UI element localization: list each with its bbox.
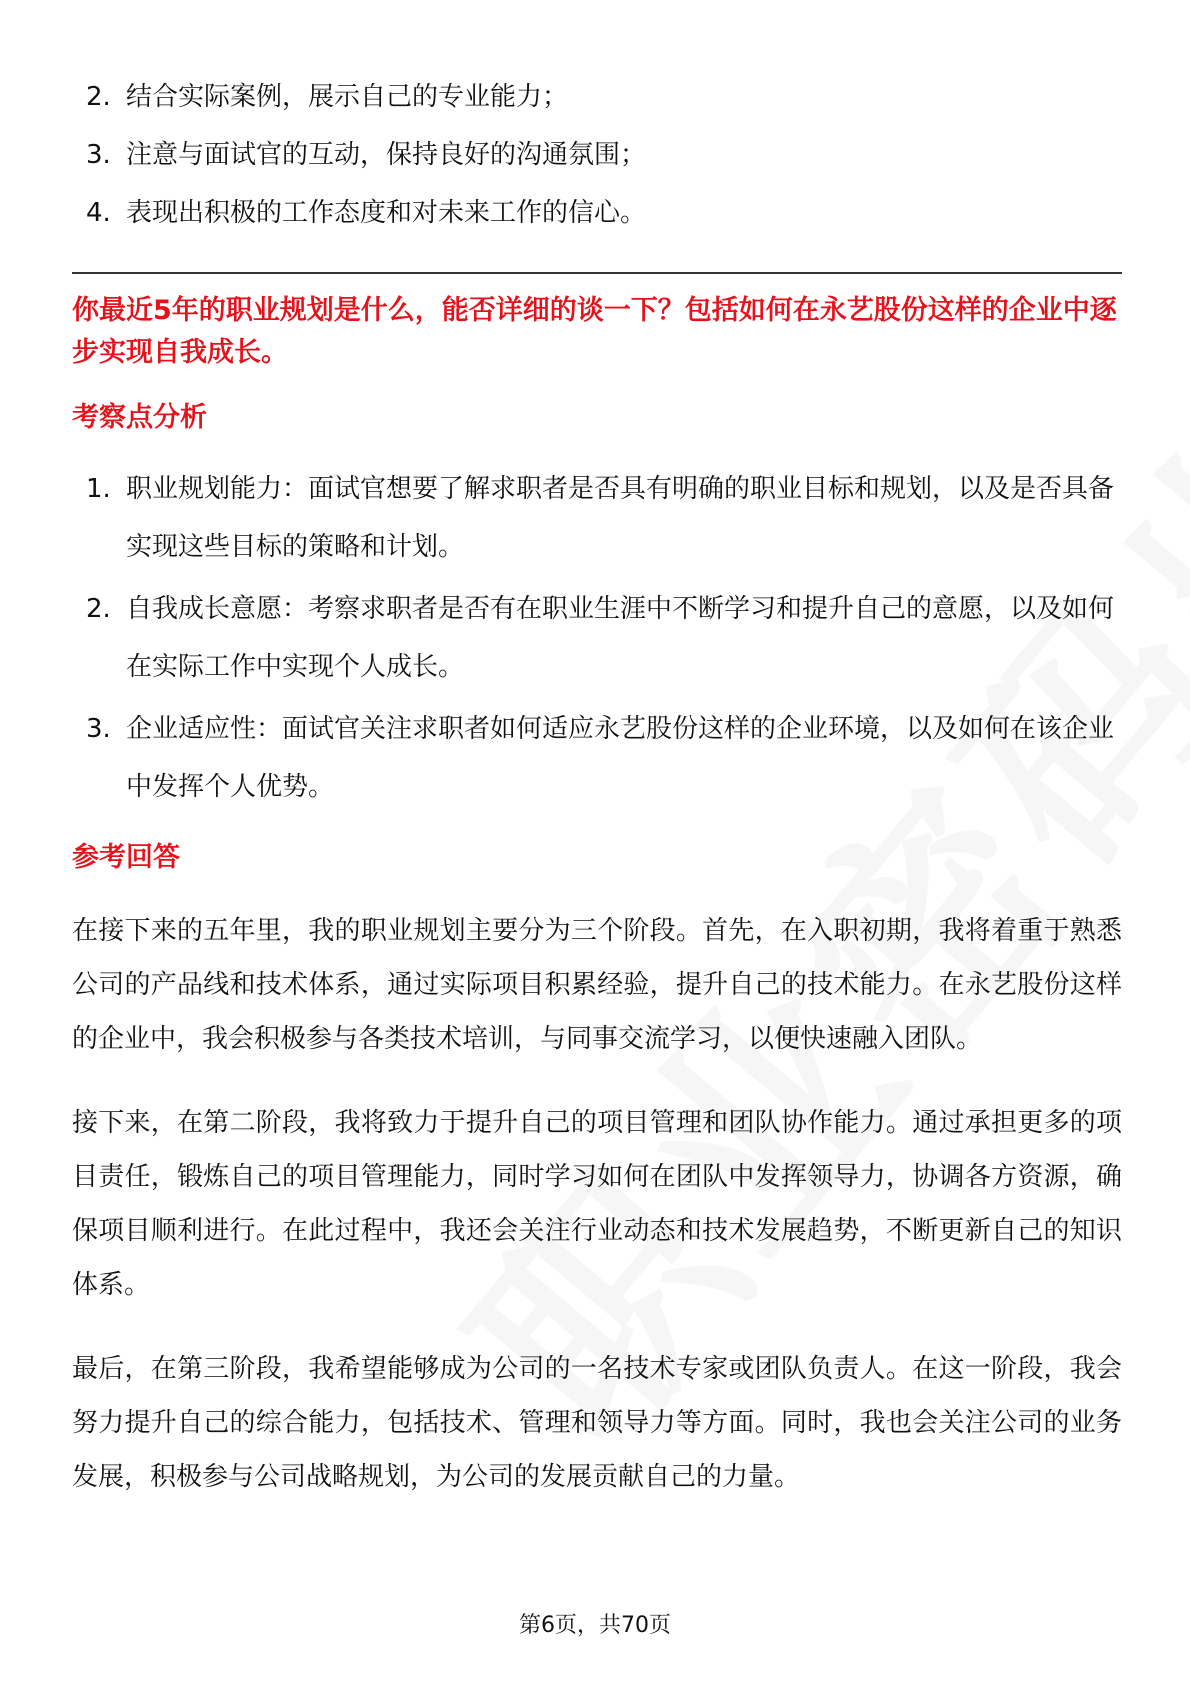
list-item (72, 126, 1122, 184)
section-divider (72, 272, 1122, 274)
list-text: 表现出积极的工作态度和对未来工作的信心。 (126, 198, 647, 228)
list-text: 职业规划能力：面试官想要了解求职者是否具有明确的职业目标和规划，以及是否具备实现这些目标的策略和计划。 (126, 474, 1115, 562)
list-number: 2. (86, 594, 111, 624)
list-number: 2. (86, 82, 111, 112)
list-text: 企业适应性：面试官关注求职者如何适应永艺股份这样的企业环境，以及如何在该企业中发挥个人优势。 (126, 714, 1115, 802)
list-number: 4. (86, 198, 111, 228)
answer-paragraph: 最后，在第三阶段，我希望能够成为公司的一名技术专家或团队负责人。在这一阶段，我会努力提升自己的综合能力，包括技术、管理和领导力等方面。同时，我也会关注公司的业务发展，积极参与公司战略规划，为公司的发展贡献自己的力量。 (72, 1354, 1122, 1492)
list-text: 自我成长意愿：考察求职者是否有在职业生涯中不断学习和提升自己的意愿，以及如何在实际工作中实现个人成长。 (126, 594, 1115, 682)
answer-paragraph: 在接下来的五年里，我的职业规划主要分为三个阶段。首先，在入职初期，我将着重于熟悉公司的产品线和技术体系，通过实际项目积累经验，提升自己的技术能力。在永艺股份这样的企业中，我会积极参与各类技术培训，与同事交流学习，以便快速融入团队。 (72, 916, 1122, 1054)
list-item (72, 68, 1122, 126)
analysis-list (72, 460, 1122, 816)
list-text: 注意与面试官的互动，保持良好的沟通氛围； (126, 140, 647, 170)
page-content (72, 68, 1122, 1534)
list-item (72, 184, 1122, 242)
interview-question: 你最近5年的职业规划是什么，能否详细的谈一下？包括如何在永艺股份这样的企业中逐步实现自我成长。 (72, 295, 1117, 368)
page-number: 第6页，共70页 (519, 1613, 671, 1638)
list-item (72, 700, 1122, 816)
list-item (72, 580, 1122, 696)
analysis-heading: 考察点分析 (72, 402, 207, 433)
list-number: 1. (86, 474, 111, 504)
list-item (72, 460, 1122, 576)
list-number: 3. (86, 140, 111, 170)
list-number: 3. (86, 714, 111, 744)
list-text: 结合实际案例，展示自己的专业能力； (126, 82, 569, 112)
answer-heading: 参考回答 (72, 842, 180, 873)
tips-list (72, 68, 1122, 242)
answer-paragraph: 接下来，在第二阶段，我将致力于提升自己的项目管理和团队协作能力。通过承担更多的项目责任，锻炼自己的项目管理能力，同时学习如何在团队中发挥领导力，协调各方资源，确保项目顺利进行。在此过程中，我还会关注行业动态和技术发展趋势，不断更新自己的知识体系。 (72, 1108, 1122, 1300)
